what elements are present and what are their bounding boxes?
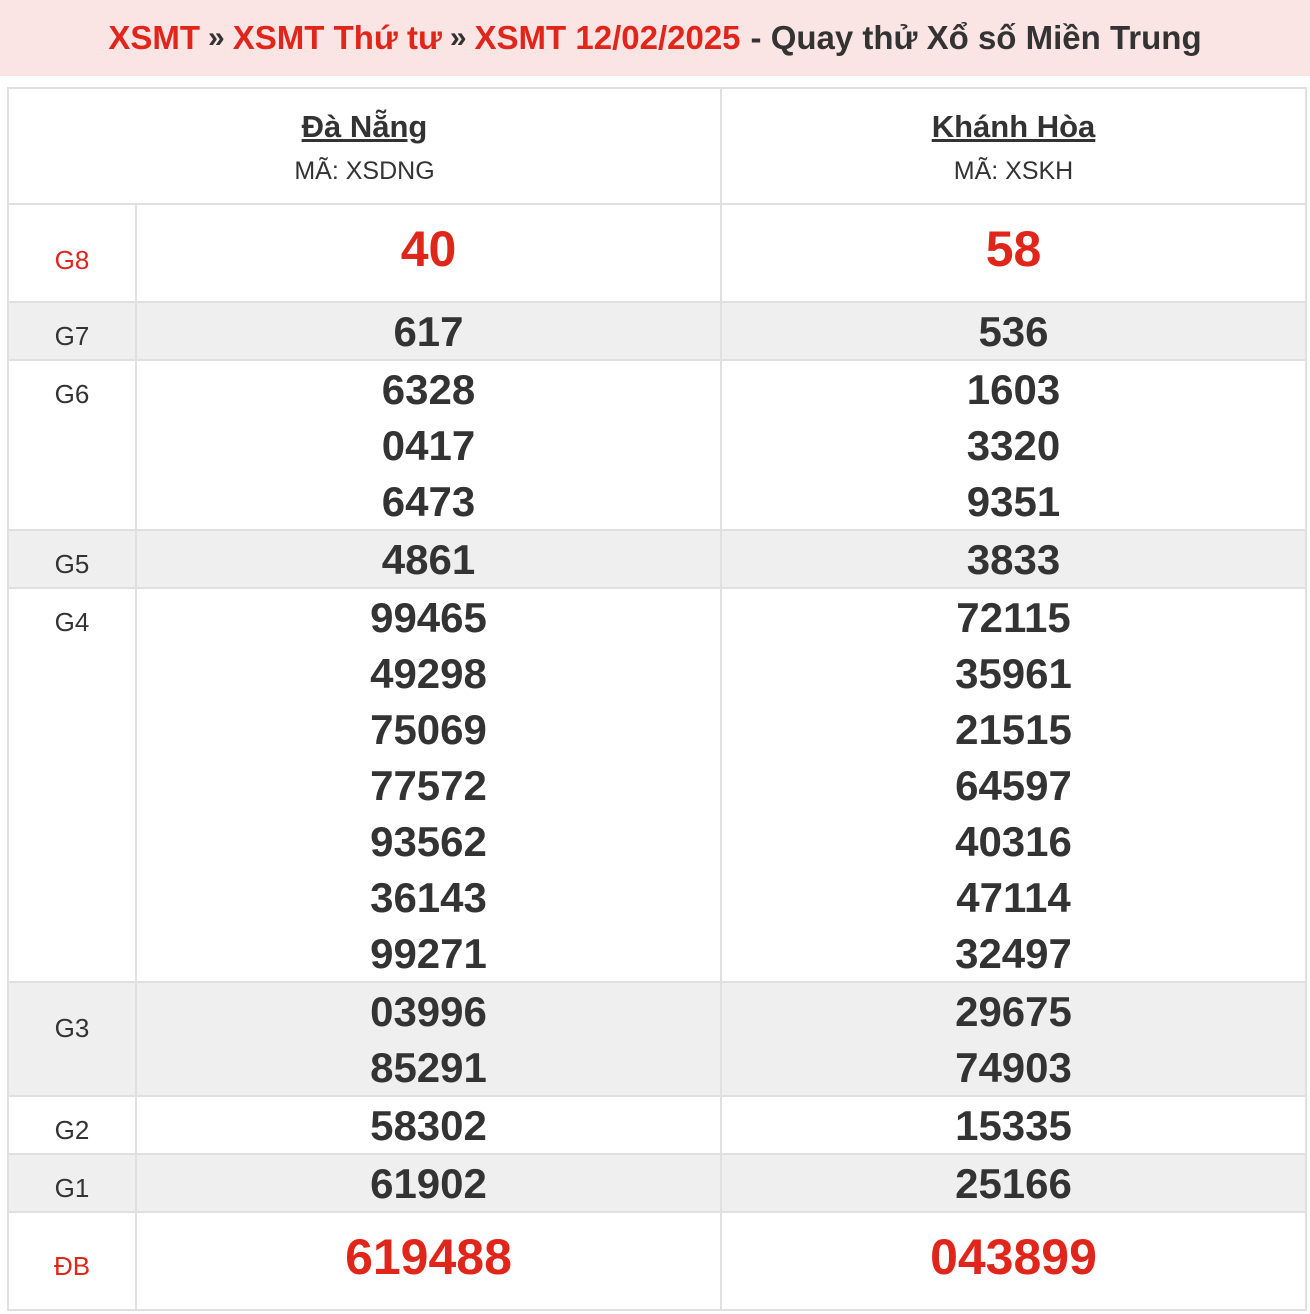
- prize-label: G2: [9, 1097, 137, 1153]
- prize-number: 21515: [955, 706, 1072, 753]
- prize-number: 49298: [370, 650, 487, 697]
- prize-cell-da-nang: [137, 361, 722, 529]
- prize-cell-da-nang: [137, 589, 722, 981]
- prize-label: ĐB: [9, 1213, 137, 1309]
- province-code: MÃ: XSDNG: [294, 157, 435, 185]
- prize-cell-khanh-hoa: [722, 1097, 1305, 1153]
- prize-number: 32497: [955, 930, 1072, 977]
- prize-row-đb: [9, 1213, 1305, 1309]
- breadcrumb-xsmt-wednesday[interactable]: XSMT Thứ tư: [232, 19, 442, 56]
- prize-number: 36143: [370, 874, 487, 921]
- prize-number: 58302: [370, 1102, 487, 1149]
- prize-row-g1: [9, 1155, 1305, 1213]
- prize-row-g8: [9, 205, 1305, 303]
- province-code: MÃ: XSKH: [953, 157, 1074, 185]
- prize-number: 58: [985, 221, 1042, 277]
- province-header-row: [9, 89, 1305, 205]
- prize-number: 47114: [956, 874, 1071, 921]
- prize-number: 85291: [370, 1044, 487, 1091]
- prize-row-g2: [9, 1097, 1305, 1155]
- prize-label: G6: [9, 361, 137, 529]
- prize-label: G7: [9, 303, 137, 359]
- prize-cell-khanh-hoa: [722, 589, 1305, 981]
- prize-cell-khanh-hoa: [722, 205, 1305, 301]
- prize-number: 15335: [955, 1102, 1072, 1149]
- prize-cell-khanh-hoa: [722, 1155, 1305, 1211]
- prize-number: 1603: [966, 366, 1061, 413]
- breadcrumb-separator: »: [208, 21, 225, 54]
- prize-number: 619488: [345, 1229, 512, 1285]
- results-table: [7, 87, 1307, 1311]
- prize-label: G8: [9, 205, 137, 301]
- prize-number: 6328: [381, 366, 476, 413]
- prize-row-g6: [9, 361, 1305, 531]
- prize-number: 99465: [370, 594, 487, 641]
- prize-label: G3: [9, 983, 137, 1095]
- prize-number: 40316: [955, 818, 1072, 865]
- prize-cell-da-nang: [137, 983, 722, 1095]
- prize-number: 617: [393, 308, 464, 355]
- prize-number: 29675: [955, 988, 1072, 1035]
- prize-number: 61902: [370, 1160, 487, 1207]
- prize-cell-da-nang: [137, 531, 722, 587]
- prize-number: 0417: [381, 422, 476, 469]
- breadcrumb-separator: »: [449, 21, 467, 54]
- prize-cell-da-nang: [137, 1155, 722, 1211]
- page-title: - Quay thử Xổ số Miền Trung: [750, 19, 1202, 56]
- prize-number: 25166: [955, 1160, 1072, 1207]
- prize-number: 9351: [966, 478, 1061, 525]
- prize-cell-da-nang: [137, 1213, 722, 1309]
- prize-label: G4: [9, 589, 137, 981]
- prize-number: 3320: [966, 422, 1061, 469]
- prize-cell-da-nang: [137, 205, 722, 301]
- prize-number: 536: [978, 308, 1049, 355]
- page-header: [0, 0, 1310, 76]
- prize-number: 72115: [956, 594, 1071, 641]
- prize-number: 043899: [930, 1229, 1097, 1285]
- prize-row-g4: [9, 589, 1305, 983]
- prize-cell-da-nang: [137, 303, 722, 359]
- prize-cell-khanh-hoa: [722, 361, 1305, 529]
- prize-number: 4861: [381, 536, 476, 583]
- breadcrumb-xsmt[interactable]: XSMT: [108, 19, 201, 56]
- prize-cell-khanh-hoa: [722, 303, 1305, 359]
- prize-number: 6473: [381, 478, 476, 525]
- prize-label: G1: [9, 1155, 137, 1211]
- prize-label: G5: [9, 531, 137, 587]
- province-link-da-nang[interactable]: Đà Nẵng: [301, 109, 428, 144]
- prize-number: 35961: [955, 650, 1072, 697]
- breadcrumb-xsmt-date[interactable]: XSMT 12/02/2025: [474, 19, 741, 56]
- prize-cell-khanh-hoa: [722, 983, 1305, 1095]
- prize-number: 03996: [370, 988, 487, 1035]
- prize-number: 3833: [966, 536, 1061, 583]
- province-column-da-nang: [9, 89, 722, 205]
- province-column-khanh-hoa: [722, 89, 1305, 205]
- prize-number: 75069: [370, 706, 487, 753]
- prize-number: 99271: [370, 930, 487, 977]
- prize-row-g3: [9, 983, 1305, 1097]
- prize-number: 77572: [370, 762, 487, 809]
- prize-cell-khanh-hoa: [722, 1213, 1305, 1309]
- province-link-khanh-hoa[interactable]: Khánh Hòa: [931, 109, 1096, 144]
- prize-number: 40: [400, 221, 457, 277]
- prize-cell-khanh-hoa: [722, 531, 1305, 587]
- prize-number: 64597: [955, 762, 1072, 809]
- prize-cell-da-nang: [137, 1097, 722, 1153]
- prize-row-g5: [9, 531, 1305, 589]
- prize-row-g7: [9, 303, 1305, 361]
- prize-number: 74903: [955, 1044, 1072, 1091]
- prize-number: 93562: [370, 818, 487, 865]
